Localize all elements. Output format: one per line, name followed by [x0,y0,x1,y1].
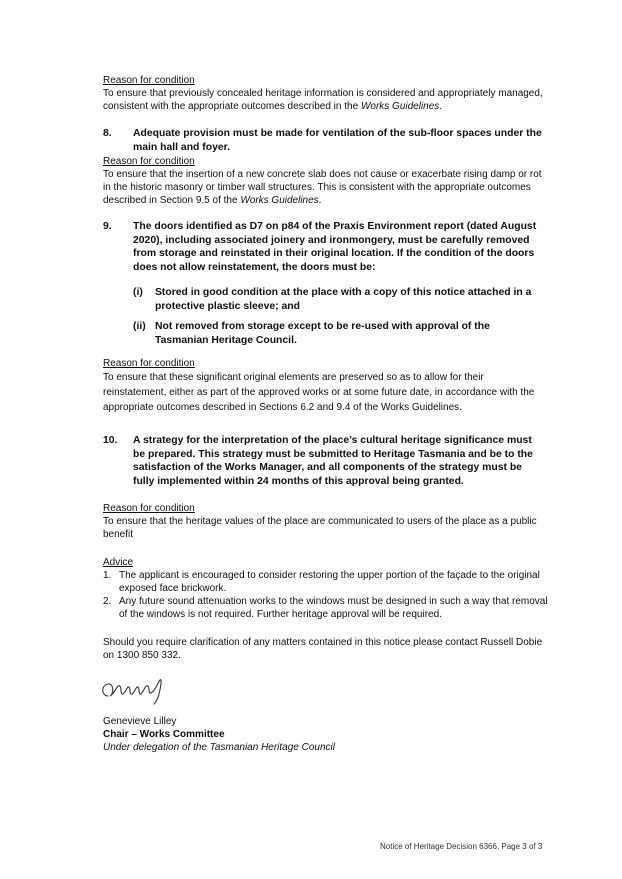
condition-number: 9. [103,221,112,232]
condition-9 [103,220,543,274]
signatory-block [103,715,548,754]
condition-10 [103,434,543,488]
condition-text: A strategy for the interpretation of the place’s cultural heritage significance must be prepared. This strategy must be submitted to Heritage Tasmania and be to the satisfaction of the Works Manager, and all components of the strategy must be fully implemented within 24 months of this approval being granted. [133,435,533,487]
signatory-delegation: Under delegation of the Tasmanian Heritage Council [103,742,335,753]
page-footer: Notice of Heritage Decision 6366, Page 3 of 3 [380,842,543,851]
reason-8 [103,155,548,207]
condition-8 [103,127,543,154]
sub-number: (ii) [133,321,146,332]
reason-label: Reason for condition [103,358,195,369]
reason-label: Reason for condition [103,156,195,167]
reason-text: To ensure that the insertion of a new concrete slab does not cause or exacerbate rising damp or rot in the historic masonry or timber wall structures. This is consistent with the appropriate outcomes described in Section 9.5 of the Works Guidelines. [103,169,542,206]
reason-text: To ensure that previously concealed heritage information is considered and appropriately managed, consistent with the appropriate outcomes described in the Works Guidelines. [103,88,543,112]
condition-text: The doors identified as D7 on p84 of the Praxis Environment report (dated August 2020), including associated joinery and ironmongery, must be carefully removed from storage and reinstated in their original location. If the condition of the doors does not allow reinstatement, the doors must be: [133,221,537,273]
sub-text: Stored in good condition at the place with a copy of this notice attached in a protective plastic sleeve; and [155,287,532,312]
signature-image [96,672,176,708]
condition-number: 8. [103,128,112,139]
advice-item: 2. Any future sound attenuation works to the windows must be designed in such a way that removal of the windows is not required. Further heritage approval will be required. [103,596,548,620]
signatory-name: Genevieve Lilley [103,716,177,727]
signatory-title: Chair – Works Committee [103,729,225,740]
reason-text: To ensure that the heritage values of the place are communicated to users of the place as a public benefit [103,516,537,540]
reason-9 [103,357,548,415]
reason-10 [103,502,548,541]
reason-top [103,74,548,113]
condition-9-sub-i [133,286,543,313]
advice-item: 1. The applicant is encouraged to consider restoring the upper portion of the façade to the original exposed face brickwork. [103,570,540,594]
reason-text: To ensure that these significant original elements are preserved so as to allow for their reinstatement, either as part of the approved works or at some future date, in accordance with the appropriate outcomes described in Sections 6.2 and 9.4 of the Works Guidelines. [103,372,535,413]
advice-heading: Advice [103,557,134,568]
reason-label: Reason for condition [103,503,195,514]
advice-list [103,569,548,621]
reason-label: Reason for condition [103,75,195,86]
condition-number: 10. [103,435,118,446]
sub-number: (i) [133,287,143,298]
advice-section [103,556,548,621]
condition-9-sub-ii [133,320,543,347]
contact-paragraph: Should you require clarification of any matters contained in this notice please contact Russell Dobie on 1300 850 332. [103,637,543,661]
sub-text: Not removed from storage except to be re-used with approval of the Tasmanian Heritage Council. [155,321,490,346]
condition-text: Adequate provision must be made for ventilation of the sub-floor spaces under the main hall and foyer. [133,128,542,153]
